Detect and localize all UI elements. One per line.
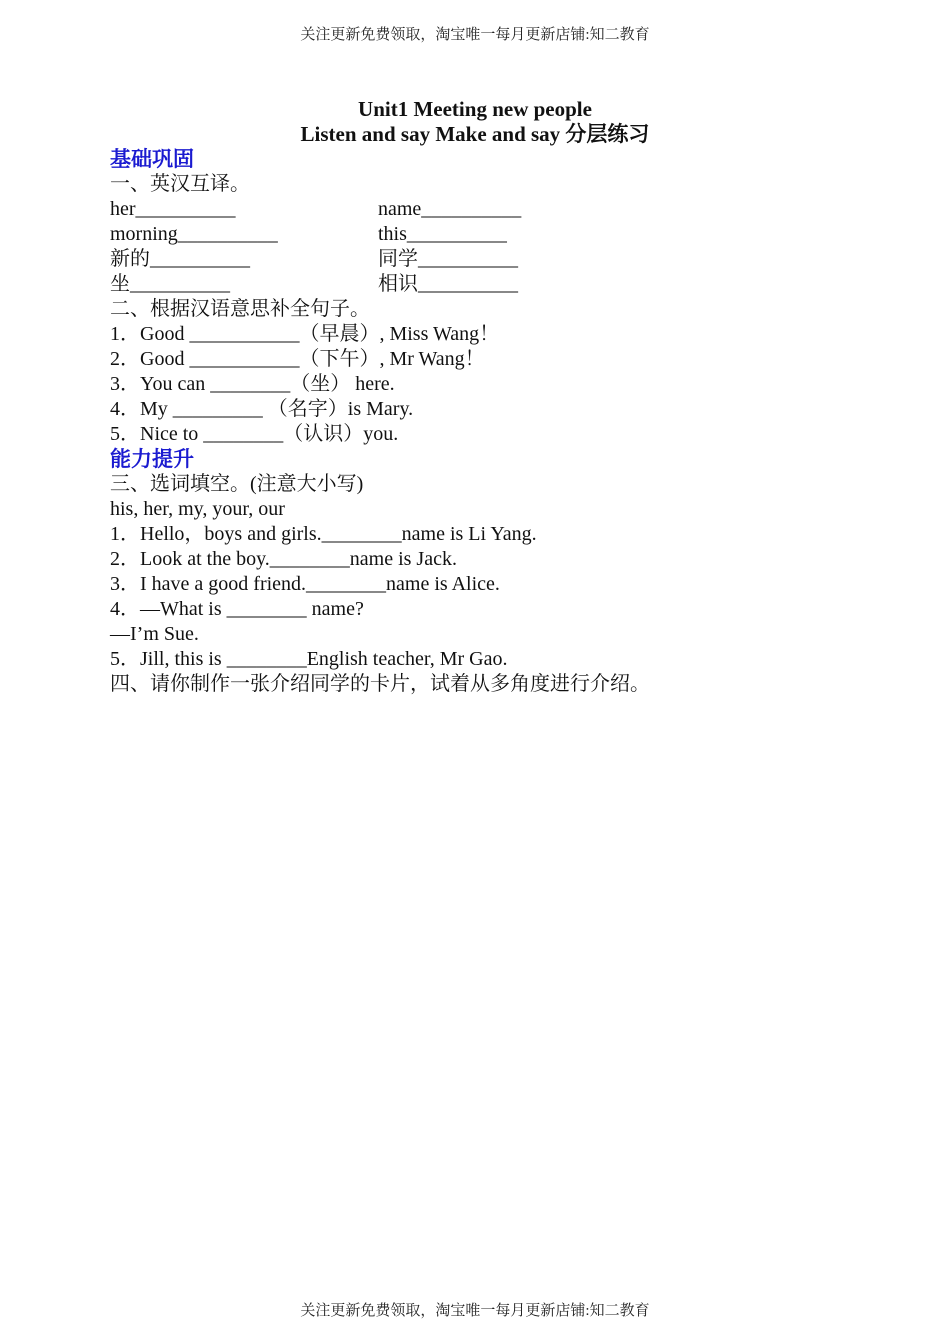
- part2-item: 4．My _________ （名字）is Mary.: [110, 398, 414, 420]
- vocab-row: [110, 197, 850, 222]
- part4-heading: 四、请你制作一张介绍同学的卡片，试着从多角度进行介绍。: [110, 673, 650, 695]
- part3-item: —I’m Sue.: [110, 623, 199, 645]
- part3-item: 5．Jill, this is ________English teacher, Mr Gao.: [110, 648, 508, 670]
- vocab-row: [110, 272, 850, 297]
- part3-item: 2．Look at the boy.________name is Jack.: [110, 548, 457, 570]
- page-footer: 关注更新免费领取，淘宝唯一每月更新店铺:知二教育: [300, 1303, 650, 1319]
- section-advanced-label: 能力提升: [110, 447, 194, 471]
- part3-item: 1．Hello，boys and girls.________name is Li Yang.: [110, 523, 537, 545]
- vocab-row: [110, 247, 850, 272]
- part2-heading: 二、根据汉语意思补全句子。: [110, 298, 370, 320]
- vocab-item: her__________: [110, 198, 236, 220]
- vocab-row: [110, 222, 850, 247]
- vocab-item: 新的__________: [110, 248, 250, 270]
- part3-heading: 三、选词填空。(注意大小写): [110, 473, 364, 495]
- part2-item: 3．You can ________（坐） here.: [110, 373, 395, 395]
- title-line-1: Unit1 Meeting new people: [358, 97, 592, 121]
- vocab-item: 坐__________: [110, 273, 230, 295]
- part3-word-bank: his, her, my, your, our: [110, 498, 285, 520]
- part2-item: 1．Good ___________（早晨）, Miss Wang！: [110, 323, 500, 345]
- part2-item: 2．Good ___________（下午）, Mr Wang！: [110, 348, 485, 370]
- vocab-item: morning__________: [110, 223, 278, 245]
- vocab-item: name__________: [378, 198, 522, 220]
- worksheet: [110, 97, 850, 697]
- page-header: 关注更新免费领取，淘宝唯一每月更新店铺:知二教育: [300, 27, 650, 43]
- part1-heading: 一、英汉互译。: [110, 173, 250, 195]
- section-basic-label: 基础巩固: [110, 147, 194, 171]
- vocab-item: 同学__________: [378, 248, 518, 270]
- title-line-2: Listen and say Make and say 分层练习: [300, 122, 650, 146]
- part2-item: 5．Nice to ________（认识）you.: [110, 423, 399, 445]
- vocab-item: 相识__________: [378, 273, 518, 295]
- vocab-item: this__________: [378, 223, 507, 245]
- part3-item: 4．—What is ________ name?: [110, 598, 364, 620]
- part3-item: 3．I have a good friend.________name is Alice.: [110, 573, 500, 595]
